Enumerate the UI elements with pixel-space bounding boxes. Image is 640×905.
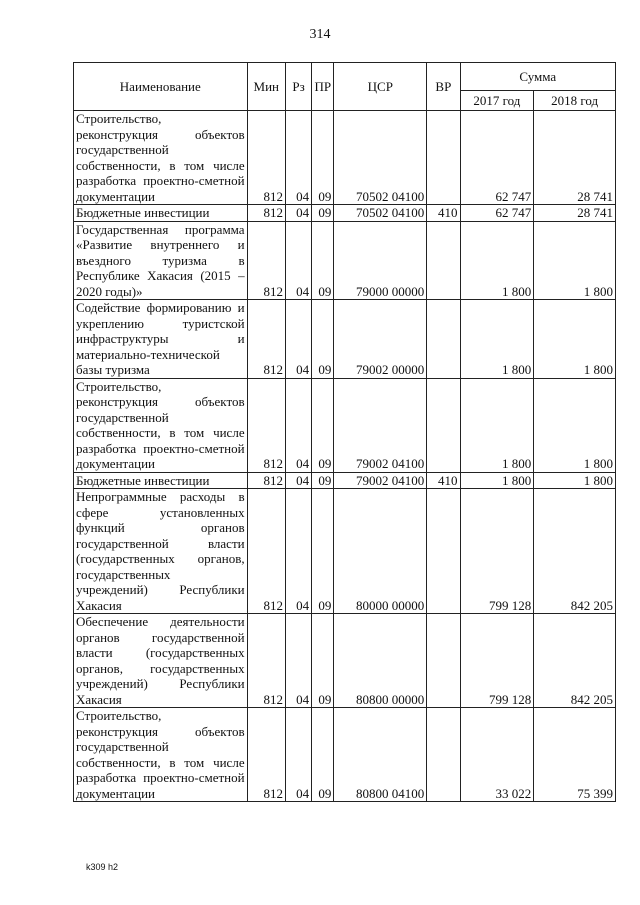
table-row — [74, 378, 616, 472]
row-csr: 80000 00000 — [334, 489, 427, 614]
row-min: 812 — [247, 378, 285, 472]
row-name: Строительство, реконструкция объектов государственной собственности, в том числе разработка проектно-сметной документации — [74, 111, 248, 205]
row-min: 812 — [247, 300, 285, 379]
header-rz: Рз — [285, 63, 311, 111]
row-min: 812 — [247, 708, 285, 802]
row-csr: 80800 04100 — [334, 708, 427, 802]
row-sum-2018: 842 205 — [534, 489, 616, 614]
row-csr: 79002 00000 — [334, 300, 427, 379]
row-csr: 79000 00000 — [334, 221, 427, 300]
row-sum-2017: 1 800 — [460, 472, 534, 489]
header-pr: ПР — [312, 63, 334, 111]
footer-code: k309 h2 — [86, 862, 119, 872]
row-csr: 70502 04100 — [334, 205, 427, 222]
row-csr: 79002 04100 — [334, 378, 427, 472]
row-name: Непрограммные расходы в сфере установленных функций органов государственной власти (государственных органов, государственных учреждений) Республики Хакасия — [74, 489, 248, 614]
row-sum-2018: 1 800 — [534, 378, 616, 472]
table-row — [74, 300, 616, 379]
header-year-2018: 2018 год — [534, 91, 616, 111]
header-csr: ЦСР — [334, 63, 427, 111]
row-rz: 04 — [285, 221, 311, 300]
row-sum-2017: 62 747 — [460, 205, 534, 222]
row-vr — [427, 614, 460, 708]
table-body — [74, 111, 616, 802]
table-row — [74, 111, 616, 205]
row-sum-2017: 1 800 — [460, 378, 534, 472]
table-header — [74, 63, 616, 111]
table-row — [74, 221, 616, 300]
row-pr: 09 — [312, 300, 334, 379]
row-rz: 04 — [285, 614, 311, 708]
row-sum-2018: 1 800 — [534, 472, 616, 489]
table-row — [74, 472, 616, 489]
row-rz: 04 — [285, 300, 311, 379]
row-rz: 04 — [285, 378, 311, 472]
row-name: Строительство, реконструкция объектов государственной собственности, в том числе разработка проектно-сметной документации — [74, 378, 248, 472]
row-sum-2018: 1 800 — [534, 221, 616, 300]
table-row — [74, 708, 616, 802]
row-name: Обеспечение деятельности органов государственной власти (государственных органов, государственных учреждений) Республики Хакасия — [74, 614, 248, 708]
row-min: 812 — [247, 489, 285, 614]
row-sum-2017: 1 800 — [460, 221, 534, 300]
row-rz: 04 — [285, 111, 311, 205]
row-name: Бюджетные инвестиции — [74, 472, 248, 489]
row-rz: 04 — [285, 489, 311, 614]
header-vr: ВР — [427, 63, 460, 111]
row-pr: 09 — [312, 472, 334, 489]
row-min: 812 — [247, 221, 285, 300]
row-sum-2018: 75 399 — [534, 708, 616, 802]
header-min: Мин — [247, 63, 285, 111]
header-name: Наименование — [74, 63, 248, 111]
row-sum-2018: 842 205 — [534, 614, 616, 708]
row-sum-2017: 62 747 — [460, 111, 534, 205]
row-vr: 410 — [427, 472, 460, 489]
row-name: Бюджетные инвестиции — [74, 205, 248, 222]
row-csr: 79002 04100 — [334, 472, 427, 489]
row-rz: 04 — [285, 708, 311, 802]
row-pr: 09 — [312, 378, 334, 472]
row-sum-2018: 1 800 — [534, 300, 616, 379]
table-row — [74, 489, 616, 614]
row-vr — [427, 489, 460, 614]
row-sum-2017: 33 022 — [460, 708, 534, 802]
row-pr: 09 — [312, 489, 334, 614]
row-min: 812 — [247, 472, 285, 489]
row-pr: 09 — [312, 708, 334, 802]
row-sum-2018: 28 741 — [534, 205, 616, 222]
row-min: 812 — [247, 111, 285, 205]
row-sum-2017: 799 128 — [460, 489, 534, 614]
budget-table — [73, 62, 616, 802]
row-min: 812 — [247, 614, 285, 708]
row-vr — [427, 221, 460, 300]
table-row — [74, 614, 616, 708]
row-pr: 09 — [312, 111, 334, 205]
table-row — [74, 205, 616, 222]
row-vr: 410 — [427, 205, 460, 222]
page-number: 314 — [309, 27, 331, 42]
row-rz: 04 — [285, 472, 311, 489]
row-vr — [427, 111, 460, 205]
row-csr: 80800 00000 — [334, 614, 427, 708]
row-name: Строительство, реконструкция объектов государственной собственности, в том числе разработка проектно-сметной документации — [74, 708, 248, 802]
header-sum: Сумма — [460, 63, 615, 91]
row-vr — [427, 300, 460, 379]
row-sum-2017: 1 800 — [460, 300, 534, 379]
row-sum-2018: 28 741 — [534, 111, 616, 205]
row-rz: 04 — [285, 205, 311, 222]
row-pr: 09 — [312, 614, 334, 708]
row-vr — [427, 708, 460, 802]
row-pr: 09 — [312, 221, 334, 300]
row-name: Содействие формированию и укреплению туристской инфраструктуры и материально-технической базы туризма — [74, 300, 248, 379]
header-year-2017: 2017 год — [460, 91, 534, 111]
row-name: Государственная программа «Развитие внутреннего и въездного туризма в Республике Хакасия (2015 – 2020 годы)» — [74, 221, 248, 300]
row-sum-2017: 799 128 — [460, 614, 534, 708]
row-pr: 09 — [312, 205, 334, 222]
row-min: 812 — [247, 205, 285, 222]
row-vr — [427, 378, 460, 472]
row-csr: 70502 04100 — [334, 111, 427, 205]
